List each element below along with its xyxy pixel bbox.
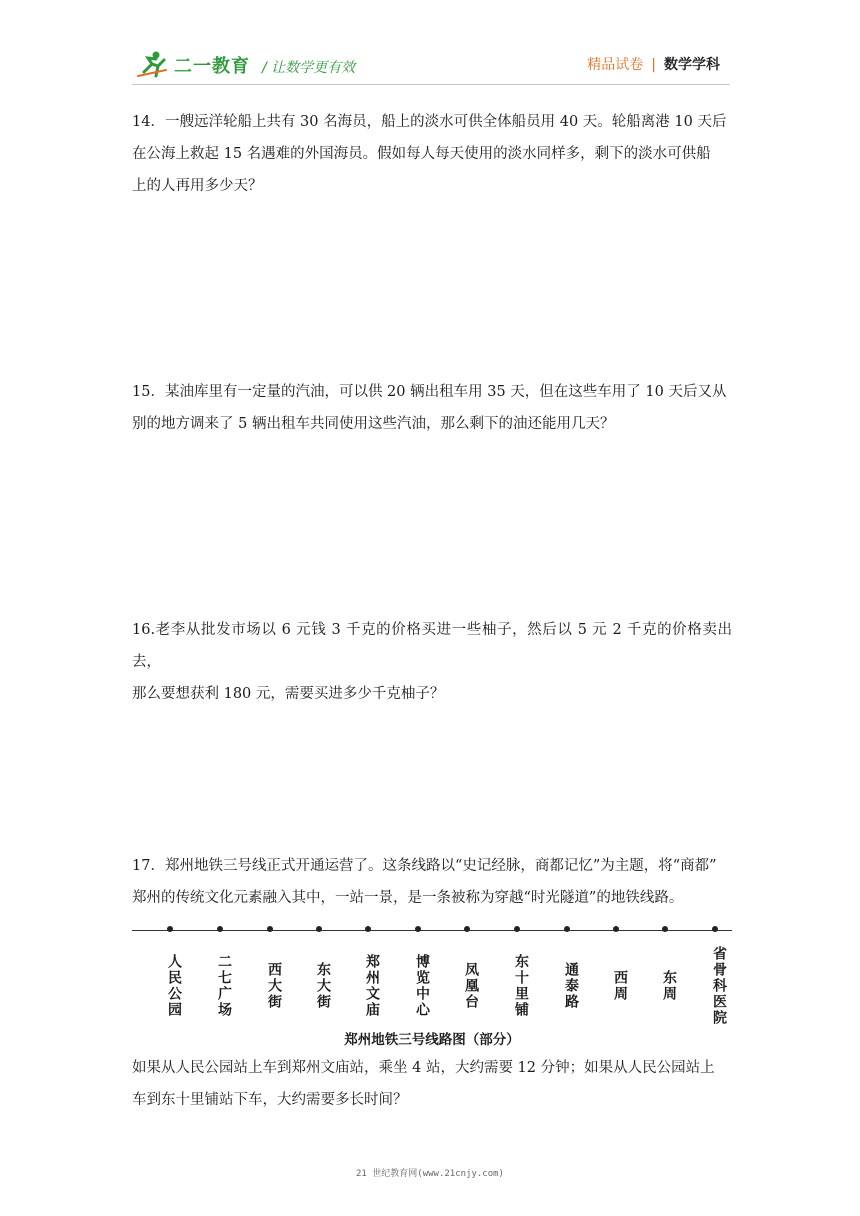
- page-header: [130, 44, 730, 84]
- station-name: 东大街: [315, 962, 331, 1010]
- station-dot: [365, 926, 371, 932]
- station-name: 西大街: [266, 962, 282, 1010]
- question-line: 14．一艘远洋轮船上共有 30 名海员，船上的淡水可供全体船员用 40 天。轮船离港 10 天后: [132, 114, 727, 130]
- question-line: 在公海上救起 15 名遇难的外国海员。假如每人每天使用的淡水同样多，剩下的淡水可供船: [132, 146, 711, 162]
- station-name: 人民公园: [166, 954, 182, 1018]
- station-dot: [316, 926, 322, 932]
- question-line: 车到东十里铺站下车，大约需要多长时间？: [132, 1092, 408, 1108]
- header-subject: [587, 54, 720, 74]
- station-name: 省骨科医院: [711, 946, 727, 1026]
- station-name: 郑州文庙: [364, 954, 380, 1018]
- question-line: 别的地方调来了 5 辆出租车共同使用这些汽油，那么剩下的油还能用几天？: [132, 416, 615, 432]
- question-15: [132, 376, 732, 440]
- header-label-subject: 数学学科: [664, 57, 720, 73]
- header-separator: |: [651, 57, 656, 73]
- station-dot: [464, 926, 470, 932]
- runner-logo-icon: [136, 50, 170, 78]
- question-line: 15．某油库里有一定量的汽油，可以供 20 辆出租车用 35 天，但在这些车用了 10 天后又从: [132, 384, 727, 400]
- question-line: 上的人再用多少天？: [132, 178, 263, 194]
- slogan: / 让数学更有效: [262, 60, 356, 76]
- station-dot: [217, 926, 223, 932]
- question-line: 郑州的传统文化元素融入其中，一站一景，是一条被称为穿越“时光隧道”的地铁线路。: [132, 890, 684, 906]
- station-name: 凤凰台: [463, 962, 479, 1010]
- station-dot: [662, 926, 668, 932]
- logo: [136, 50, 366, 80]
- page-footer: 21 世纪教育网(www.21cnjy.com): [356, 1169, 504, 1179]
- question-16: [132, 614, 732, 710]
- question-line: 如果从人民公园站上车到郑州文庙站，乘坐 4 站，大约需要 12 分钟；如果从人民公园站上: [132, 1060, 715, 1076]
- question-line: 17．郑州地铁三号线正式开通运营了。这条线路以“史记经脉，商都记忆”为主题，将“商都”: [132, 858, 717, 874]
- station-dot: [712, 926, 718, 932]
- header-divider: [132, 84, 730, 85]
- station-name: 博览中心: [414, 954, 430, 1018]
- station-name: 二七广场: [216, 954, 232, 1018]
- station-dot: [167, 926, 173, 932]
- station-name: 西周: [612, 970, 628, 1002]
- question-14: [132, 106, 732, 202]
- header-label-premium: 精品试卷: [587, 57, 644, 73]
- station-dot: [613, 926, 619, 932]
- logo-text: 二一教育: [174, 56, 250, 77]
- station-name: 通泰路: [563, 962, 579, 1010]
- station-name: 东十里铺: [513, 954, 529, 1018]
- question-17-continued: [132, 1052, 732, 1116]
- metro-caption: 郑州地铁三号线路图（部分）: [344, 1032, 520, 1048]
- question-line: 16.老李从批发市场以 6 元钱 3 千克的价格买进一些柚子，然后以 5 元 2 千克的价格卖出去，: [132, 622, 732, 670]
- question-line: 那么要想获利 180 元，需要买进多少千克柚子？: [132, 686, 445, 702]
- station-dot: [564, 926, 570, 932]
- question-17: [132, 850, 732, 914]
- station-dot: [267, 926, 273, 932]
- station-dot: [514, 926, 520, 932]
- metro-line-map: [132, 924, 732, 1048]
- station-name: 东周: [661, 970, 677, 1002]
- station-dot: [415, 926, 421, 932]
